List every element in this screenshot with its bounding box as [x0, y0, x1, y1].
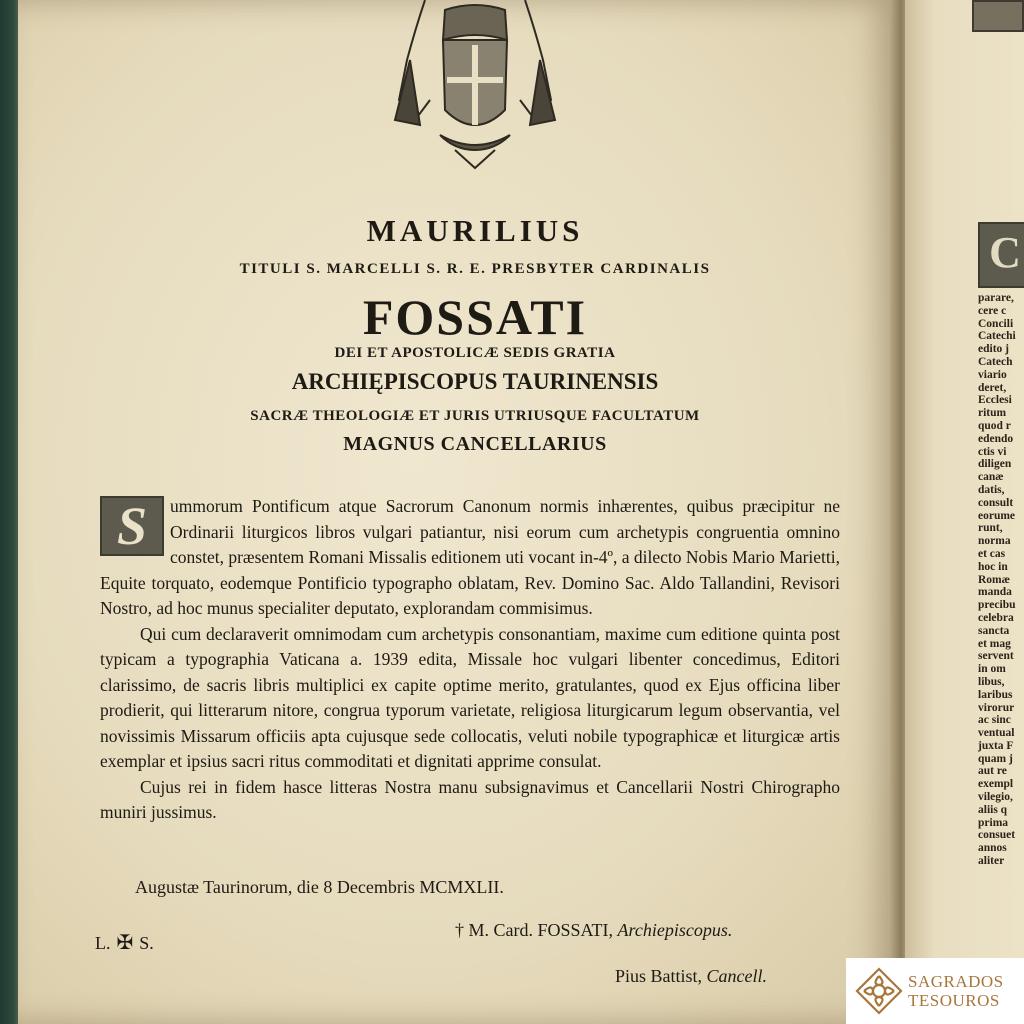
decree-body — [100, 494, 840, 826]
right-page-line: diligen — [978, 458, 1012, 471]
dropcap-s: S — [100, 496, 164, 556]
right-page-line: et mag — [978, 637, 1011, 650]
chancellor-role: Cancell. — [706, 966, 768, 986]
faculty-line: SACRÆ THEOLOGIÆ ET JURIS UTRIUSQUE FACULTATUM — [250, 408, 700, 424]
right-page-line: cere c — [978, 304, 1007, 317]
right-page-line: manda — [978, 586, 1012, 599]
right-page-line: juxta F — [978, 739, 1014, 752]
right-page-line: precibu — [978, 599, 1016, 612]
right-page-line: aliis q — [978, 803, 1008, 816]
right-page-line: Catechi — [978, 330, 1016, 343]
right-page-line: laribus — [978, 688, 1013, 701]
ornament-icon — [972, 0, 1024, 32]
right-page-line: exempl — [978, 778, 1014, 791]
right-page-line: ventual — [978, 727, 1015, 740]
right-page-line: prima — [978, 816, 1009, 829]
watermark-line2: TESOUROS — [908, 991, 1000, 1010]
right-page-line: viario — [978, 368, 1007, 381]
right-page-line: annos — [978, 842, 1007, 855]
right-page-line: Concili — [978, 317, 1014, 330]
right-page-line: Catech — [978, 355, 1013, 368]
right-dropcap-letter: C — [989, 228, 1021, 277]
right-page-line: quod r — [978, 419, 1011, 432]
archbishop-signature — [455, 920, 732, 941]
ls-right: S. — [139, 933, 154, 953]
right-page-line: servent — [978, 650, 1014, 663]
right-page-line: libus, — [978, 675, 1005, 688]
right-page-line: quam j — [978, 752, 1013, 765]
person-surname: FOSSATI — [362, 289, 588, 345]
cardinal-title: TITULI S. MARCELLI S. R. E. PRESBYTER CARDINALIS — [239, 261, 711, 277]
right-page-line: et cas — [978, 547, 1006, 560]
person-name: MAURILIUS — [366, 213, 584, 248]
grace-line: DEI ET APOSTOLICÆ SEDIS GRATIA — [334, 345, 616, 361]
right-page-line: vilegio, — [978, 791, 1013, 804]
right-page-line: edendo — [978, 432, 1014, 445]
right-page-line: in om — [978, 663, 1006, 676]
archbishop-title: ARCHIĘPISCOPUS TAURINENSIS — [291, 369, 659, 394]
right-page-line: deret, — [978, 381, 1007, 394]
right-page-line: runt, — [978, 522, 1003, 535]
right-page-line: Romæ — [978, 573, 1010, 586]
ornament-logo-icon — [854, 966, 904, 1016]
right-page-line: virorur — [978, 701, 1015, 714]
watermark-line1: SAGRADOS — [908, 972, 1004, 991]
paragraph-1: ummorum Pontificum atque Sacrorum Canonum normis inhærentes, quibus præcipitur ne Ordinarii liturgicos libros vulgari patiantur, nisi eorum cum archetypis congruentia omnino constet, præsentem Romani Missalis editionem uti vocant in-4º, a dilecto Nobis Mario Marietti, Equite torquato, eodemque Pontificio typographo oblatam, Rev. Domino Sac. Aldo Tallandini, Revisori Nostro, ad hoc munus specialiter deputato, explorandam commisimus. — [100, 496, 840, 618]
chancellor-name: Pius Battist, — [615, 966, 703, 986]
watermark — [846, 958, 1024, 1024]
signature-role: Archiepiscopus. — [617, 920, 733, 940]
right-page-line: edito j — [978, 343, 1009, 356]
right-page-dropcap — [978, 222, 1024, 288]
right-page-line: canæ — [978, 471, 1004, 484]
right-page-line: consult — [978, 496, 1014, 509]
right-page-line: Ecclesi — [978, 394, 1012, 407]
paragraph-2: Qui cum declaraverit omnimodam cum archetypis consonantiam, maxime cum editione quinta post typicam a typographia Vaticana a. 1939 edita, Missale hoc vulgari libenter concedimus, Editori clarissimo, de sacris libris multiplici ex capite optime merito, gratulantes, quod ex Ejus officina liber prodierit, qui litterarum nitore, congrua typorum varietate, religiosa liturgicarum legum observantia, vel novissimis Missarum officiis apta cujusque sede collocatis, veluti nobile typographicæ et liturgicæ artis exemplar et ipsius sacri ritus commoditati et dignitati apprime consulat. — [100, 623, 840, 771]
chancellor-signature — [615, 966, 767, 987]
right-page-line: eorume — [978, 509, 1016, 522]
right-page-line: ritum — [978, 407, 1007, 420]
paragraph-3: Cujus rei in fidem hasce litteras Nostra manu subsignavimus et Cancellarii Nostri Chirographo muniri jussimus. — [100, 776, 840, 822]
locus-sigilli — [95, 930, 154, 955]
date-place-line: Augustæ Taurinorum, die 8 Decembris MCMXLII. — [135, 877, 504, 897]
right-page-text — [978, 292, 1024, 868]
right-page-line: aliter — [978, 855, 1005, 868]
right-page-line: ctis vi — [978, 445, 1007, 458]
right-page-line: ac sinc — [978, 714, 1011, 727]
right-page-line: norma — [978, 535, 1011, 548]
right-page-line: parare, — [978, 292, 1014, 304]
right-page-line: celebra — [978, 611, 1014, 624]
cross-icon: ✠ — [116, 932, 134, 954]
right-page-line: hoc in — [978, 560, 1008, 573]
signature-name: † M. Card. FOSSATI, — [455, 920, 614, 940]
ls-left: L. — [95, 933, 111, 953]
right-page-line: datis, — [978, 483, 1005, 496]
coat-of-arms-icon — [385, 0, 565, 170]
watermark-text — [908, 972, 1004, 1010]
right-page-line: consuet — [978, 829, 1016, 842]
right-page-line: sancta — [978, 624, 1010, 637]
chancellor-title: MAGNUS CANCELLARIUS — [343, 433, 607, 455]
right-page-line: aut re — [978, 765, 1007, 778]
